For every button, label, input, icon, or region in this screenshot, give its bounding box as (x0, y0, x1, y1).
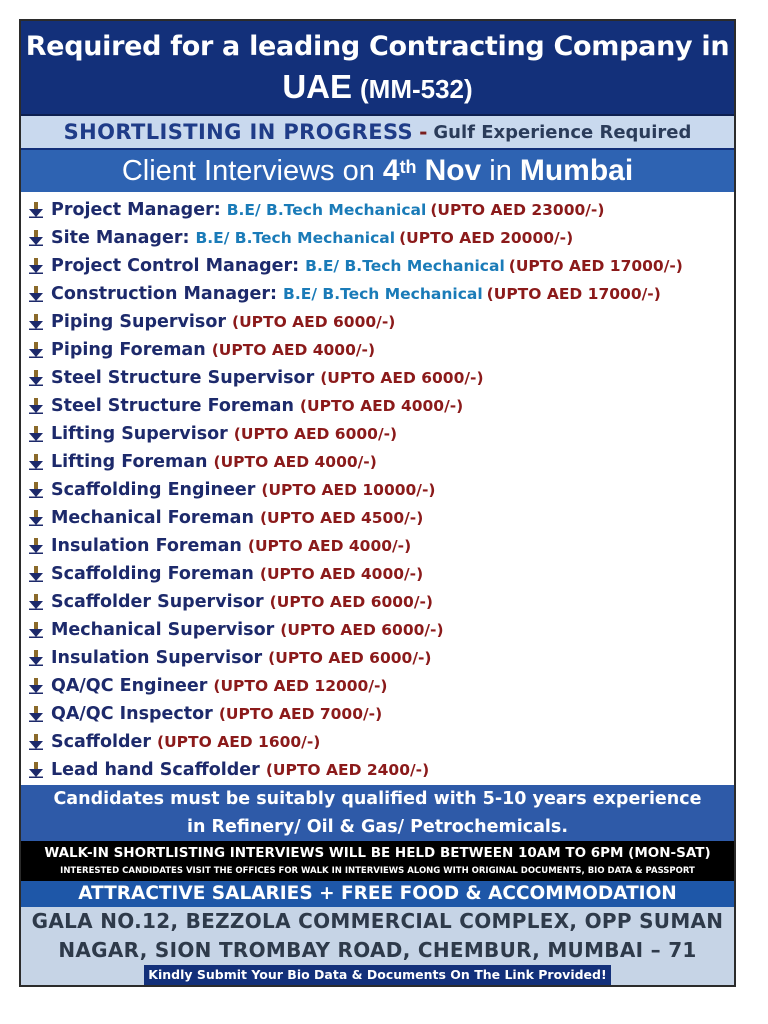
job-salary: (UPTO AED 23000/-) (430, 201, 605, 219)
job-title: Scaffolder Supervisor (51, 592, 264, 612)
job-item (27, 420, 734, 448)
job-item (27, 504, 734, 532)
job-title: Lifting Supervisor (51, 424, 228, 444)
arrow-down-icon (27, 200, 45, 220)
job-salary: (UPTO AED 6000/-) (232, 313, 396, 331)
job-salary: (UPTO AED 1600/-) (157, 733, 321, 751)
job-title: Steel Structure Supervisor (51, 368, 315, 388)
job-item (27, 252, 734, 280)
job-salary: (UPTO AED 4000/-) (259, 565, 424, 583)
job-title: Piping Foreman (51, 340, 206, 360)
arrow-down-icon (27, 424, 45, 444)
shortlisting-status: SHORTLISTING IN PROGRESS (63, 120, 414, 144)
interview-day-suffix: th (399, 156, 417, 177)
address-block (21, 907, 734, 965)
job-title: Mechanical Supervisor (51, 620, 275, 640)
arrow-down-icon (27, 760, 45, 780)
job-salary: (UPTO AED 20000/-) (399, 229, 574, 247)
job-salary: (UPTO AED 4000/-) (247, 537, 412, 555)
interview-prefix: Client Interviews on (121, 154, 375, 187)
header-country: UAE (282, 68, 352, 105)
interview-banner (21, 150, 734, 192)
job-title: Construction Manager: (51, 284, 278, 304)
job-title: Insulation Foreman (51, 536, 242, 556)
job-salary: (UPTO AED 7000/-) (218, 705, 383, 723)
job-title: Lead hand Scaffolder (51, 760, 260, 780)
arrow-down-icon (27, 648, 45, 668)
arrow-down-icon (27, 704, 45, 724)
job-item (27, 448, 734, 476)
requirements-line-1: Candidates must be suitably qualified with 5-10 years experience (53, 789, 702, 809)
shortlisting-banner (21, 116, 734, 150)
job-qualification: B.E/ B.Tech Mechanical (195, 229, 396, 247)
job-item (27, 644, 734, 672)
submit-note: Kindly Submit Your Bio Data & Documents On The Link Provided! (144, 965, 610, 985)
job-item (27, 616, 734, 644)
job-salary: (UPTO AED 12000/-) (213, 677, 388, 695)
arrow-down-icon (27, 256, 45, 276)
walkin-timing: WALK-IN SHORTLISTING INTERVIEWS WILL BE HELD BETWEEN 10AM TO 6PM (MON-SAT) (44, 845, 711, 861)
job-salary: (UPTO AED 2400/-) (265, 761, 430, 779)
job-salary: (UPTO AED 6000/-) (280, 621, 444, 639)
job-title: Site Manager: (51, 228, 190, 248)
job-title: QA/QC Inspector (51, 704, 213, 724)
job-title: Scaffolding Foreman (51, 564, 254, 584)
requirements-line-2: in Refinery/ Oil & Gas/ Petrochemicals. (186, 817, 568, 837)
arrow-down-icon (27, 592, 45, 612)
job-item (27, 476, 734, 504)
arrow-down-icon (27, 564, 45, 584)
job-item (27, 308, 734, 336)
job-poster (19, 19, 736, 987)
job-item (27, 392, 734, 420)
interview-day: 4 (382, 154, 400, 187)
job-item (27, 224, 734, 252)
job-title: Project Manager: (51, 200, 221, 220)
job-title: Insulation Supervisor (51, 648, 263, 668)
job-list (21, 192, 734, 784)
shortlisting-dash: - (419, 120, 428, 144)
job-salary: (UPTO AED 17000/-) (486, 285, 661, 303)
job-salary: (UPTO AED 6000/-) (269, 593, 434, 611)
experience-note: Gulf Experience Required (433, 121, 692, 143)
arrow-down-icon (27, 340, 45, 360)
job-salary: (UPTO AED 4500/-) (259, 509, 424, 527)
job-salary: (UPTO AED 10000/-) (261, 481, 436, 499)
job-item (27, 196, 734, 224)
header-banner (21, 21, 734, 116)
job-item (27, 672, 734, 700)
job-salary: (UPTO AED 6000/-) (268, 649, 432, 667)
job-salary: (UPTO AED 6000/-) (233, 425, 398, 443)
footer-band (21, 965, 734, 985)
header-title: Required for a leading Contracting Company in (25, 31, 730, 62)
arrow-down-icon (27, 480, 45, 500)
job-salary: (UPTO AED 6000/-) (320, 369, 484, 387)
job-item (27, 364, 734, 392)
job-item (27, 756, 734, 784)
arrow-down-icon (27, 508, 45, 528)
address-line-1: GALA NO.12, BEZZOLA COMMERCIAL COMPLEX, OPP SUMAN (31, 909, 724, 933)
job-title: Scaffolding Engineer (51, 480, 256, 500)
job-title: Piping Supervisor (51, 312, 226, 332)
arrow-down-icon (27, 396, 45, 416)
arrow-down-icon (27, 452, 45, 472)
arrow-down-icon (27, 536, 45, 556)
interview-city: Mumbai (519, 154, 634, 187)
walkin-banner (21, 841, 734, 881)
job-salary: (UPTO AED 4000/-) (213, 453, 377, 471)
header-country-line (21, 65, 734, 111)
job-title: Lifting Foreman (51, 452, 208, 472)
arrow-down-icon (27, 676, 45, 696)
benefits-banner: ATTRACTIVE SALARIES + FREE FOOD & ACCOMMODATION (21, 881, 734, 907)
job-salary: (UPTO AED 17000/-) (508, 257, 683, 275)
walkin-instructions: INTERESTED CANDIDATES VISIT THE OFFICES FOR WALK IN INTERVIEWS ALONG WITH ORIGINAL DOCUMENTS, BIO DATA & PASSPORT (60, 866, 695, 876)
job-qualification: B.E/ B.Tech Mechanical (226, 201, 427, 219)
job-item (27, 560, 734, 588)
interview-month: Nov (424, 154, 482, 187)
arrow-down-icon (27, 732, 45, 752)
arrow-down-icon (27, 368, 45, 388)
job-item (27, 588, 734, 616)
arrow-down-icon (27, 228, 45, 248)
arrow-down-icon (27, 312, 45, 332)
job-item (27, 728, 734, 756)
job-item (27, 336, 734, 364)
job-item (27, 532, 734, 560)
job-salary: (UPTO AED 4000/-) (211, 341, 376, 359)
job-title: QA/QC Engineer (51, 676, 208, 696)
job-title: Project Control Manager: (51, 256, 300, 276)
interview-in: in (489, 154, 512, 187)
job-qualification: B.E/ B.Tech Mechanical (305, 257, 505, 275)
address-line-2: NAGAR, SION TROMBAY ROAD, CHEMBUR, MUMBAI – 71 (58, 938, 697, 962)
requirements-banner (21, 785, 734, 841)
job-code: (MM-532) (360, 74, 473, 104)
job-item (27, 700, 734, 728)
arrow-down-icon (27, 620, 45, 640)
job-title: Scaffolder (51, 732, 152, 752)
job-title: Steel Structure Foreman (51, 396, 294, 416)
job-qualification: B.E/ B.Tech Mechanical (283, 285, 483, 303)
job-salary: (UPTO AED 4000/-) (299, 397, 464, 415)
job-item (27, 280, 734, 308)
arrow-down-icon (27, 284, 45, 304)
job-title: Mechanical Foreman (51, 508, 254, 528)
